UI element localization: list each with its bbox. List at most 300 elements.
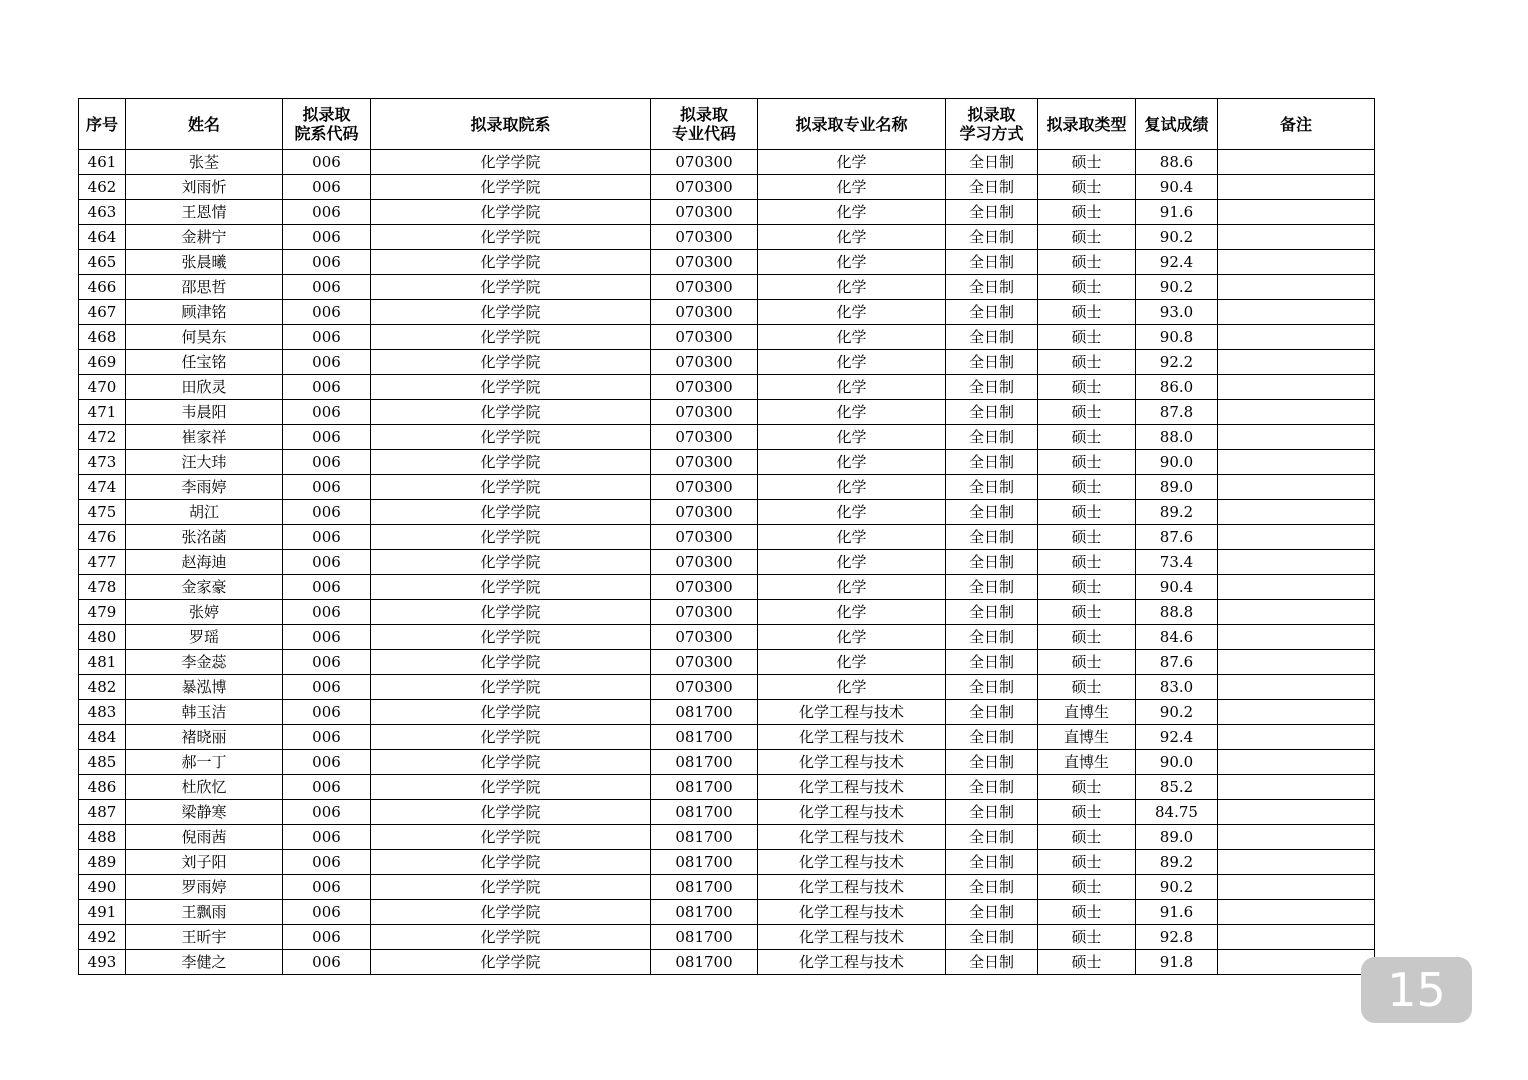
- cell-type: 直博生: [1038, 700, 1136, 725]
- cell-dept-code: 006: [283, 925, 371, 950]
- table-row: [79, 650, 1375, 675]
- cell-score: 91.6: [1136, 200, 1218, 225]
- cell-major-code: 070300: [651, 375, 758, 400]
- header-score: 复试成绩: [1136, 99, 1218, 150]
- cell-major: 化学: [758, 425, 946, 450]
- cell-type: 直博生: [1038, 750, 1136, 775]
- cell-dept: 化学学院: [371, 150, 651, 175]
- cell-major: 化学工程与技术: [758, 850, 946, 875]
- cell-note: [1218, 775, 1375, 800]
- cell-dept: 化学学院: [371, 275, 651, 300]
- cell-major-code: 070300: [651, 575, 758, 600]
- cell-seq: 471: [79, 400, 126, 425]
- cell-major-code: 070300: [651, 150, 758, 175]
- cell-score: 87.8: [1136, 400, 1218, 425]
- cell-seq: 466: [79, 275, 126, 300]
- cell-major-code: 070300: [651, 250, 758, 275]
- cell-dept: 化学学院: [371, 600, 651, 625]
- cell-mode: 全日制: [946, 425, 1038, 450]
- cell-dept: 化学学院: [371, 625, 651, 650]
- cell-seq: 477: [79, 550, 126, 575]
- cell-dept: 化学学院: [371, 900, 651, 925]
- cell-name: 李健之: [126, 950, 283, 975]
- cell-major: 化学工程与技术: [758, 750, 946, 775]
- cell-score: 92.8: [1136, 925, 1218, 950]
- cell-type: 硕士: [1038, 650, 1136, 675]
- table-row: [79, 950, 1375, 975]
- cell-major-code: 070300: [651, 600, 758, 625]
- cell-seq: 462: [79, 175, 126, 200]
- cell-mode: 全日制: [946, 300, 1038, 325]
- cell-type: 硕士: [1038, 675, 1136, 700]
- cell-dept-code: 006: [283, 950, 371, 975]
- cell-dept: 化学学院: [371, 375, 651, 400]
- cell-seq: 492: [79, 925, 126, 950]
- cell-seq: 468: [79, 325, 126, 350]
- cell-type: 硕士: [1038, 175, 1136, 200]
- cell-seq: 473: [79, 450, 126, 475]
- cell-dept: 化学学院: [371, 650, 651, 675]
- cell-type: 硕士: [1038, 300, 1136, 325]
- cell-note: [1218, 375, 1375, 400]
- cell-note: [1218, 725, 1375, 750]
- cell-note: [1218, 550, 1375, 575]
- cell-score: 90.2: [1136, 225, 1218, 250]
- cell-dept: 化学学院: [371, 950, 651, 975]
- cell-major-code: 070300: [651, 475, 758, 500]
- cell-dept: 化学学院: [371, 200, 651, 225]
- table-row: [79, 725, 1375, 750]
- table-row: [79, 175, 1375, 200]
- cell-score: 83.0: [1136, 675, 1218, 700]
- cell-seq: 493: [79, 950, 126, 975]
- cell-type: 硕士: [1038, 325, 1136, 350]
- cell-type: 硕士: [1038, 600, 1136, 625]
- cell-name: 倪雨茜: [126, 825, 283, 850]
- table-row: [79, 600, 1375, 625]
- cell-major: 化学: [758, 550, 946, 575]
- cell-dept-code: 006: [283, 400, 371, 425]
- cell-score: 90.0: [1136, 750, 1218, 775]
- cell-type: 直博生: [1038, 725, 1136, 750]
- cell-type: 硕士: [1038, 550, 1136, 575]
- cell-note: [1218, 600, 1375, 625]
- cell-dept: 化学学院: [371, 875, 651, 900]
- cell-name: 张洺菡: [126, 525, 283, 550]
- cell-major-code: 070300: [651, 350, 758, 375]
- cell-major-code: 070300: [651, 325, 758, 350]
- cell-dept-code: 006: [283, 425, 371, 450]
- cell-major: 化学: [758, 200, 946, 225]
- cell-name: 梁静寒: [126, 800, 283, 825]
- cell-seq: 467: [79, 300, 126, 325]
- cell-note: [1218, 850, 1375, 875]
- cell-dept: 化学学院: [371, 550, 651, 575]
- cell-mode: 全日制: [946, 475, 1038, 500]
- cell-dept-code: 006: [283, 475, 371, 500]
- cell-type: 硕士: [1038, 625, 1136, 650]
- cell-dept-code: 006: [283, 700, 371, 725]
- table-row: [79, 450, 1375, 475]
- table-row: [79, 700, 1375, 725]
- cell-major-code: 070300: [651, 300, 758, 325]
- cell-name: 金耕宁: [126, 225, 283, 250]
- cell-note: [1218, 225, 1375, 250]
- cell-dept: 化学学院: [371, 250, 651, 275]
- cell-name: 李金蕊: [126, 650, 283, 675]
- cell-seq: 482: [79, 675, 126, 700]
- cell-name: 赵海迪: [126, 550, 283, 575]
- cell-type: 硕士: [1038, 825, 1136, 850]
- cell-score: 90.4: [1136, 575, 1218, 600]
- cell-major: 化学: [758, 375, 946, 400]
- cell-type: 硕士: [1038, 575, 1136, 600]
- cell-major-code: 070300: [651, 675, 758, 700]
- cell-type: 硕士: [1038, 275, 1136, 300]
- cell-dept: 化学学院: [371, 500, 651, 525]
- table-row: [79, 550, 1375, 575]
- cell-dept-code: 006: [283, 300, 371, 325]
- cell-note: [1218, 300, 1375, 325]
- cell-mode: 全日制: [946, 200, 1038, 225]
- cell-type: 硕士: [1038, 775, 1136, 800]
- cell-type: 硕士: [1038, 250, 1136, 275]
- cell-major: 化学: [758, 625, 946, 650]
- cell-name: 罗雨婷: [126, 875, 283, 900]
- table-row: [79, 200, 1375, 225]
- cell-type: 硕士: [1038, 400, 1136, 425]
- cell-type: 硕士: [1038, 450, 1136, 475]
- cell-major: 化学: [758, 600, 946, 625]
- cell-type: 硕士: [1038, 800, 1136, 825]
- cell-major: 化学: [758, 475, 946, 500]
- cell-dept-code: 006: [283, 550, 371, 575]
- cell-note: [1218, 150, 1375, 175]
- cell-mode: 全日制: [946, 550, 1038, 575]
- cell-mode: 全日制: [946, 150, 1038, 175]
- cell-mode: 全日制: [946, 800, 1038, 825]
- cell-mode: 全日制: [946, 925, 1038, 950]
- cell-mode: 全日制: [946, 250, 1038, 275]
- cell-note: [1218, 525, 1375, 550]
- cell-dept: 化学学院: [371, 475, 651, 500]
- cell-score: 91.6: [1136, 900, 1218, 925]
- cell-seq: 476: [79, 525, 126, 550]
- cell-mode: 全日制: [946, 325, 1038, 350]
- cell-dept-code: 006: [283, 350, 371, 375]
- page-number-badge: 15: [1361, 957, 1472, 1023]
- cell-major-code: 070300: [651, 525, 758, 550]
- cell-major-code: 081700: [651, 875, 758, 900]
- cell-score: 90.8: [1136, 325, 1218, 350]
- cell-seq: 474: [79, 475, 126, 500]
- cell-dept-code: 006: [283, 600, 371, 625]
- cell-dept-code: 006: [283, 450, 371, 475]
- cell-type: 硕士: [1038, 500, 1136, 525]
- header-mode: 拟录取 学习方式: [946, 99, 1038, 150]
- cell-major: 化学: [758, 250, 946, 275]
- cell-seq: 463: [79, 200, 126, 225]
- cell-major: 化学: [758, 175, 946, 200]
- cell-dept-code: 006: [283, 225, 371, 250]
- header-seq: 序号: [79, 99, 126, 150]
- cell-name: 刘雨忻: [126, 175, 283, 200]
- cell-dept-code: 006: [283, 775, 371, 800]
- table-row: [79, 750, 1375, 775]
- cell-dept-code: 006: [283, 375, 371, 400]
- cell-score: 90.2: [1136, 875, 1218, 900]
- cell-major-code: 081700: [651, 700, 758, 725]
- cell-note: [1218, 950, 1375, 975]
- cell-note: [1218, 350, 1375, 375]
- cell-mode: 全日制: [946, 375, 1038, 400]
- cell-score: 90.2: [1136, 700, 1218, 725]
- cell-major: 化学工程与技术: [758, 875, 946, 900]
- cell-name: 汪大玮: [126, 450, 283, 475]
- cell-name: 田欣灵: [126, 375, 283, 400]
- cell-note: [1218, 425, 1375, 450]
- cell-dept: 化学学院: [371, 750, 651, 775]
- cell-dept-code: 006: [283, 500, 371, 525]
- cell-dept-code: 006: [283, 900, 371, 925]
- cell-type: 硕士: [1038, 875, 1136, 900]
- cell-major-code: 081700: [651, 825, 758, 850]
- table-row: [79, 475, 1375, 500]
- cell-name: 韩玉洁: [126, 700, 283, 725]
- cell-major-code: 081700: [651, 900, 758, 925]
- table-row: [79, 925, 1375, 950]
- cell-dept: 化学学院: [371, 175, 651, 200]
- cell-dept-code: 006: [283, 825, 371, 850]
- cell-note: [1218, 675, 1375, 700]
- cell-dept-code: 006: [283, 275, 371, 300]
- cell-score: 91.8: [1136, 950, 1218, 975]
- cell-dept: 化学学院: [371, 775, 651, 800]
- cell-major-code: 070300: [651, 225, 758, 250]
- cell-major: 化学工程与技术: [758, 700, 946, 725]
- header-row: [79, 99, 1375, 150]
- cell-major-code: 081700: [651, 725, 758, 750]
- cell-score: 89.2: [1136, 850, 1218, 875]
- cell-dept: 化学学院: [371, 925, 651, 950]
- cell-mode: 全日制: [946, 175, 1038, 200]
- cell-dept: 化学学院: [371, 800, 651, 825]
- cell-major-code: 081700: [651, 800, 758, 825]
- cell-major-code: 070300: [651, 625, 758, 650]
- cell-note: [1218, 825, 1375, 850]
- table-row: [79, 675, 1375, 700]
- cell-score: 88.0: [1136, 425, 1218, 450]
- cell-major-code: 081700: [651, 950, 758, 975]
- header-name: 姓名: [126, 99, 283, 150]
- cell-dept-code: 006: [283, 175, 371, 200]
- cell-name: 金家豪: [126, 575, 283, 600]
- cell-note: [1218, 900, 1375, 925]
- cell-major-code: 070300: [651, 450, 758, 475]
- cell-dept: 化学学院: [371, 225, 651, 250]
- table-row: [79, 325, 1375, 350]
- cell-major-code: 070300: [651, 200, 758, 225]
- cell-mode: 全日制: [946, 450, 1038, 475]
- cell-note: [1218, 475, 1375, 500]
- cell-score: 89.0: [1136, 475, 1218, 500]
- cell-score: 87.6: [1136, 525, 1218, 550]
- cell-name: 王昕宇: [126, 925, 283, 950]
- cell-major: 化学: [758, 275, 946, 300]
- cell-mode: 全日制: [946, 625, 1038, 650]
- cell-seq: 490: [79, 875, 126, 900]
- cell-note: [1218, 250, 1375, 275]
- cell-dept-code: 006: [283, 625, 371, 650]
- cell-dept-code: 006: [283, 150, 371, 175]
- cell-seq: 465: [79, 250, 126, 275]
- cell-note: [1218, 875, 1375, 900]
- cell-dept: 化学学院: [371, 700, 651, 725]
- cell-note: [1218, 925, 1375, 950]
- cell-major: 化学: [758, 450, 946, 475]
- cell-note: [1218, 325, 1375, 350]
- cell-mode: 全日制: [946, 700, 1038, 725]
- cell-major-code: 070300: [651, 175, 758, 200]
- cell-major: 化学工程与技术: [758, 800, 946, 825]
- cell-type: 硕士: [1038, 900, 1136, 925]
- cell-major: 化学: [758, 225, 946, 250]
- header-major-code: 拟录取 专业代码: [651, 99, 758, 150]
- cell-score: 85.2: [1136, 775, 1218, 800]
- cell-major-code: 070300: [651, 425, 758, 450]
- cell-major: 化学工程与技术: [758, 900, 946, 925]
- cell-mode: 全日制: [946, 400, 1038, 425]
- cell-name: 张荃: [126, 150, 283, 175]
- cell-score: 89.2: [1136, 500, 1218, 525]
- cell-seq: 489: [79, 850, 126, 875]
- cell-dept: 化学学院: [371, 575, 651, 600]
- cell-seq: 472: [79, 425, 126, 450]
- cell-seq: 469: [79, 350, 126, 375]
- cell-score: 89.0: [1136, 825, 1218, 850]
- cell-major: 化学: [758, 150, 946, 175]
- table-row: [79, 525, 1375, 550]
- cell-dept: 化学学院: [371, 450, 651, 475]
- cell-seq: 461: [79, 150, 126, 175]
- cell-type: 硕士: [1038, 850, 1136, 875]
- table-row: [79, 300, 1375, 325]
- cell-mode: 全日制: [946, 675, 1038, 700]
- cell-dept: 化学学院: [371, 725, 651, 750]
- header-dept-code: 拟录取 院系代码: [283, 99, 371, 150]
- table-row: [79, 425, 1375, 450]
- cell-mode: 全日制: [946, 900, 1038, 925]
- table-row: [79, 575, 1375, 600]
- cell-mode: 全日制: [946, 775, 1038, 800]
- cell-dept: 化学学院: [371, 850, 651, 875]
- cell-note: [1218, 650, 1375, 675]
- cell-name: 顾津铭: [126, 300, 283, 325]
- cell-mode: 全日制: [946, 825, 1038, 850]
- cell-name: 郝一丁: [126, 750, 283, 775]
- cell-major-code: 081700: [651, 850, 758, 875]
- cell-major-code: 070300: [651, 400, 758, 425]
- cell-score: 90.4: [1136, 175, 1218, 200]
- cell-type: 硕士: [1038, 375, 1136, 400]
- cell-note: [1218, 750, 1375, 775]
- cell-major: 化学工程与技术: [758, 925, 946, 950]
- cell-name: 杜欣忆: [126, 775, 283, 800]
- table-row: [79, 800, 1375, 825]
- cell-major: 化学: [758, 500, 946, 525]
- cell-major: 化学: [758, 350, 946, 375]
- table-row: [79, 150, 1375, 175]
- table-row: [79, 350, 1375, 375]
- cell-name: 李雨婷: [126, 475, 283, 500]
- table-row: [79, 850, 1375, 875]
- cell-name: 罗瑶: [126, 625, 283, 650]
- cell-mode: 全日制: [946, 225, 1038, 250]
- cell-mode: 全日制: [946, 850, 1038, 875]
- cell-dept-code: 006: [283, 650, 371, 675]
- table-row: [79, 275, 1375, 300]
- cell-note: [1218, 575, 1375, 600]
- table-row: [79, 500, 1375, 525]
- cell-type: 硕士: [1038, 150, 1136, 175]
- cell-major: 化学: [758, 675, 946, 700]
- cell-dept-code: 006: [283, 800, 371, 825]
- cell-note: [1218, 200, 1375, 225]
- cell-type: 硕士: [1038, 200, 1136, 225]
- cell-dept: 化学学院: [371, 350, 651, 375]
- cell-score: 88.8: [1136, 600, 1218, 625]
- header-note: 备注: [1218, 99, 1375, 150]
- cell-note: [1218, 175, 1375, 200]
- cell-major: 化学: [758, 525, 946, 550]
- cell-major-code: 070300: [651, 650, 758, 675]
- cell-seq: 479: [79, 600, 126, 625]
- cell-type: 硕士: [1038, 475, 1136, 500]
- cell-mode: 全日制: [946, 750, 1038, 775]
- cell-seq: 491: [79, 900, 126, 925]
- cell-major: 化学: [758, 300, 946, 325]
- cell-type: 硕士: [1038, 425, 1136, 450]
- cell-seq: 484: [79, 725, 126, 750]
- cell-major: 化学工程与技术: [758, 825, 946, 850]
- cell-name: 胡江: [126, 500, 283, 525]
- cell-score: 92.2: [1136, 350, 1218, 375]
- cell-major: 化学工程与技术: [758, 725, 946, 750]
- cell-dept: 化学学院: [371, 525, 651, 550]
- cell-mode: 全日制: [946, 350, 1038, 375]
- table-row: [79, 400, 1375, 425]
- cell-major-code: 070300: [651, 500, 758, 525]
- cell-mode: 全日制: [946, 600, 1038, 625]
- cell-dept: 化学学院: [371, 325, 651, 350]
- cell-dept-code: 006: [283, 200, 371, 225]
- cell-major: 化学: [758, 325, 946, 350]
- cell-major-code: 081700: [651, 750, 758, 775]
- cell-major: 化学工程与技术: [758, 950, 946, 975]
- cell-type: 硕士: [1038, 950, 1136, 975]
- cell-name: 褚晓丽: [126, 725, 283, 750]
- cell-name: 崔家祥: [126, 425, 283, 450]
- table-row: [79, 775, 1375, 800]
- cell-score: 88.6: [1136, 150, 1218, 175]
- cell-name: 刘子阳: [126, 850, 283, 875]
- cell-dept: 化学学院: [371, 400, 651, 425]
- cell-name: 任宝铭: [126, 350, 283, 375]
- cell-dept-code: 006: [283, 850, 371, 875]
- header-dept: 拟录取院系: [371, 99, 651, 150]
- cell-seq: 488: [79, 825, 126, 850]
- admission-table: [78, 98, 1375, 975]
